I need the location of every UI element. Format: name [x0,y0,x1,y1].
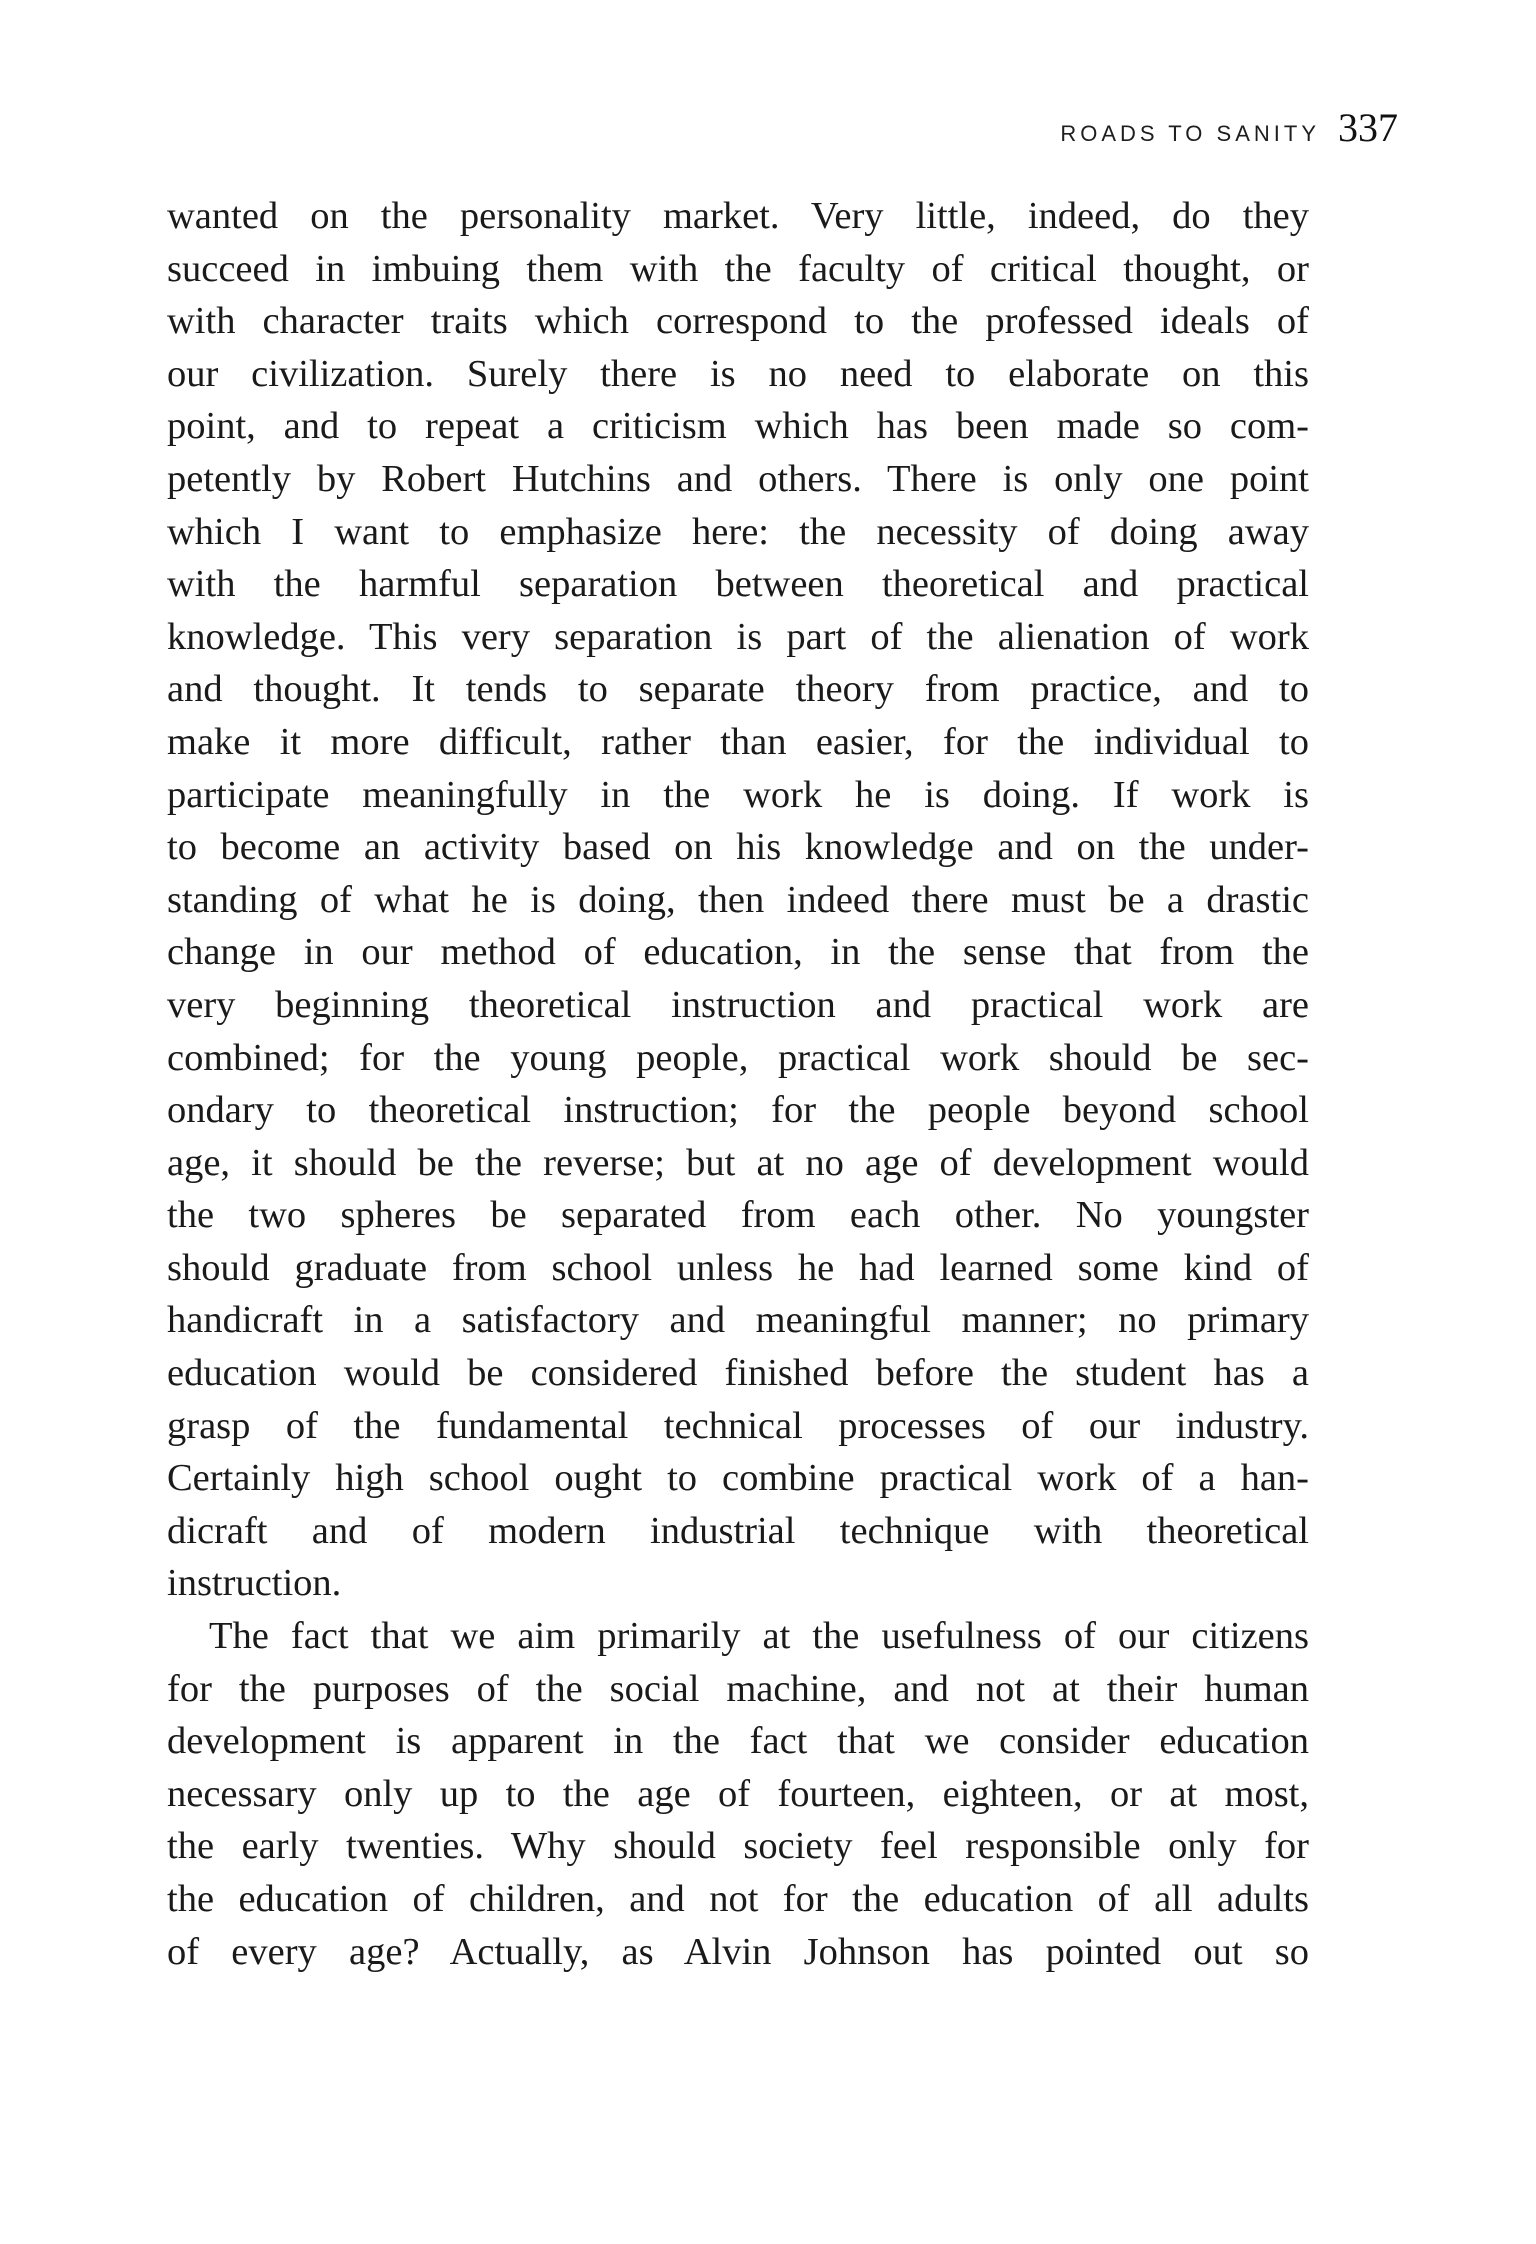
text-line: our civilization. Surely there is no need to elaborate on this [167,352,1309,395]
text-line: ondary to theoretical instruction; for the people beyond school [167,1089,1309,1132]
text-line: and thought. It tends to separate theory from practice, and to [167,668,1309,711]
text-line: to become an activity based on his knowledge and on the under- [167,826,1309,869]
text-line: make it more difficult, rather than easier, for the individual to [167,720,1309,763]
text-line: with the harmful separation between theoretical and practical [167,563,1309,606]
text-line: succeed in imbuing them with the faculty of critical thought, or [167,247,1309,290]
text-line: the education of children, and not for the education of all adults [167,1878,1309,1920]
text-line: Certainly high school ought to combine practical work of a han- [167,1457,1309,1500]
text-line: the early twenties. Why should society feel responsible only for [167,1825,1309,1868]
paragraph-2 [167,1610,1309,1978]
text-line: point, and to repeat a criticism which has been made so com- [167,405,1309,448]
text-line: of every age? Actually, as Alvin Johnson has pointed out so [167,1930,1309,1973]
text-line: grasp of the fundamental technical processes of our industry. [167,1404,1309,1447]
text-line: age, it should be the reverse; but at no age of development would [167,1141,1309,1184]
text-line: should graduate from school unless he had learned some kind of [167,1246,1309,1289]
text-line: for the purposes of the social machine, and not at their human [167,1667,1309,1710]
text-line: handicraft in a satisfactory and meaningful manner; no primary [167,1299,1309,1342]
text-line: participate meaningfully in the work he is doing. If work is [167,773,1309,816]
text-line: The fact that we aim primarily at the usefulness of our citizens [209,1615,1309,1658]
text-line: instruction. [167,1562,342,1605]
running-title: ROADS TO SANITY [1060,121,1320,146]
page-number: 337 [1338,105,1398,150]
text-line: which I want to emphasize here: the necessity of doing away [167,510,1309,553]
text-line: dicraft and of modern industrial technique with theoretical [167,1509,1309,1552]
text-line: knowledge. This very separation is part of the alienation of work [167,615,1309,658]
body-text [167,190,1309,1978]
text-line: combined; for the young people, practical work should be sec- [167,1036,1309,1079]
text-line: very beginning theoretical instruction and practical work are [167,983,1309,1026]
text-line: necessary only up to the age of fourteen, eighteen, or at most, [167,1772,1309,1815]
paragraph-1 [167,190,1309,1610]
text-line: wanted on the personality market. Very little, indeed, do they [167,195,1309,237]
text-line: with character traits which correspond to the professed ideals of [167,300,1309,343]
text-line: the two spheres be separated from each other. No youngster [167,1194,1309,1237]
text-line: standing of what he is doing, then indeed there must be a drastic [167,878,1309,921]
text-line: petently by Robert Hutchins and others. There is only one point [167,457,1309,500]
text-line: change in our method of education, in the sense that from the [167,931,1309,974]
running-header [1060,104,1398,151]
text-line: education would be considered finished before the student has a [167,1352,1309,1395]
text-line: development is apparent in the fact that we consider education [167,1720,1309,1763]
